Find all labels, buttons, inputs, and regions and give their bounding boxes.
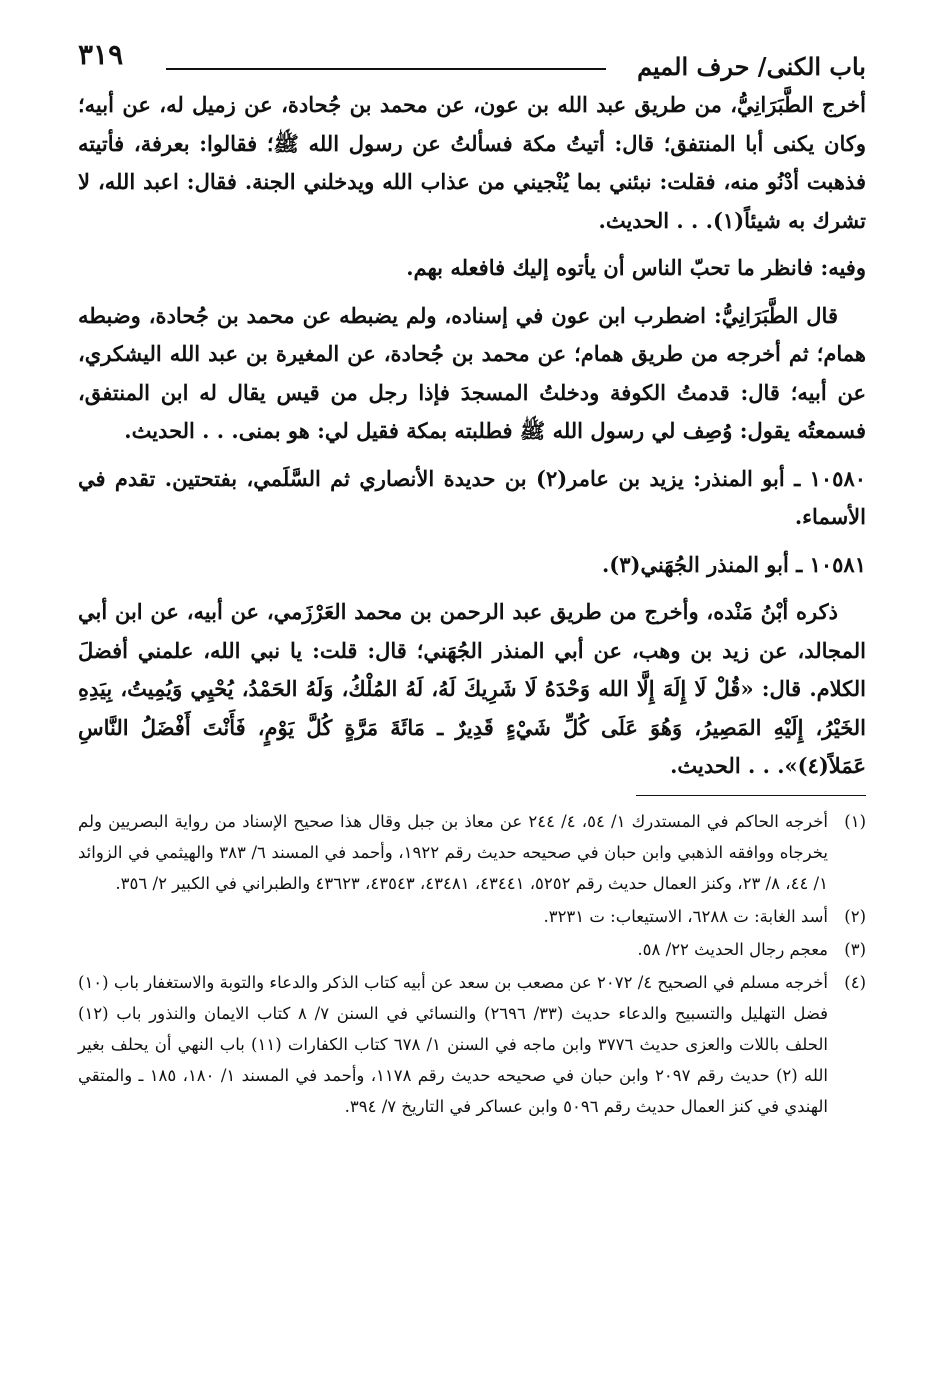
footnote-text: أسد الغابة: ت ٦٢٨٨، الاستيعاب: ت ٣٢٣١.: [543, 906, 828, 926]
page-number: ٣١٩: [78, 38, 124, 71]
footnote-marker: (٤): [844, 972, 866, 992]
paragraph-3: قال الطَّبَرَانِيُّ: اضطرب ابن عون في إسناده، ولم يضبطه عن محمد بن جُحادة، وضبطه همام؛ ثم أخرجه من طريق همام؛ عن محمد بن جُحادة، عن المغيرة بن عبد الله اليشكري، عن أبيه؛ قال: قدمتُ الكوفة ودخلتُ المسجدَ فإذا رجل من قيس يقال له ابن المنتفق، فسمعتُه يقول: وُصِف لي رسول الله ﷺ فطلبته بمكة فقيل لي: هو بمنى. . . الحديث.: [78, 302, 866, 443]
footnote-text: أخرجه الحاكم في المستدرك ١/ ٥٤، ٤/ ٢٤٤ عن معاذ بن جبل وقال هذا صحيح الإسناد من رواية البصريين ولم يخرجاه ووافقه الذهبي وابن حبان في صحيحه حديث رقم ١٩٢٢، وأحمد في المسند ٦/ ٣٨٣ والهيثمي في الزوائد ١/ ٤٤، ٨/ ٢٣، وكنز العمال حديث رقم ٥٢٥٢، ٤٣٤٤١، ٤٣٤٨١، ٤٣٥٤٣، ٤٣٦٢٣ والطبراني في الكبير ٢/ ٣٥٦.: [78, 811, 828, 893]
footnote-1: [78, 806, 866, 899]
footnotes: [78, 806, 866, 1122]
entry-number: ١٠٥٨٠ ـ: [794, 465, 867, 491]
header-rule: [166, 68, 606, 70]
footnote-marker: (١): [844, 811, 866, 831]
paragraph-4: ذكره أبْنُ مَنْده، وأخرج من طريق عبد الرحمن بن محمد العَرْزَمي، عن أبيه، عن ابن أبي المجالد، عن زيد بن وهب، عن أبي المنذر الجُهَني؛ قال: قلت: يا نبي الله، علمني أفضلَ الكلام. قال: «قُلْ لَا إِلَهَ إِلَّا الله وَحْدَهُ لَا شَرِيكَ لَهُ، لَهُ المُلْكُ، وَلَهُ الحَمْدُ، يُحْيِي وَيُمِيتُ، بِيَدِهِ الخَيْرُ، إِلَيْهِ المَصِيرُ، وَهُوَ عَلَى كُلِّ شَيْءٍ قَدِيرٌ ـ مَائَةَ مَرَّةٍ كُلَّ يَوْمٍ، فَأَنْتَ أَفْضَلُ النَّاسِ عَمَلاً(٤)». . . الحديث.: [78, 599, 867, 778]
entry-number: ١٠٥٨١ ـ: [796, 551, 866, 577]
main-text: [78, 86, 866, 786]
footnote-3: [78, 934, 866, 965]
page-header: [78, 34, 866, 86]
footnote-separator: [636, 795, 866, 796]
entry-text: أبو المنذر: يزيد بن عامر(٢) بن حديدة الأنصاري ثم السَّلَمي، بفتحتين. تقدم في الأسماء.: [78, 465, 866, 529]
entry-text: أبو المنذر الجُهَني(٣).: [602, 551, 789, 577]
entry-10581: [78, 546, 866, 585]
footnote-text: أخرجه مسلم في الصحيح ٤/ ٢٠٧٢ عن مصعب بن سعد عن أبيه كتاب الذكر والدعاء والتوبة والاستغفار باب (١٠) فضل التهليل والتسبيح والدعاء حديث (٣٣/ ٢٦٩٦) والنسائي في السنن ٧/ ٨ كتاب الايمان والنذور باب (١٢) الحلف باللات والعزى حديث ٣٧٧٦ وابن ماجه في السنن ١/ ٦٧٨ كتاب الكفارات (١١) باب النهي أن يحلف بغير الله (٢) حديث رقم ٢٠٩٧ وابن حبان في صحيحه حديث رقم ١١٧٨، وأحمد في المسند ١/ ١٨٠، ١٨٥ ـ والمتقي الهندي في كنز العمال حديث رقم ٥٠٩٦ وابن عساكر في التاريخ ٧/ ٣٩٤.: [78, 972, 829, 1116]
footnote-2: [78, 901, 866, 932]
footnote-marker: (٣): [844, 939, 866, 959]
footnote-text: معجم رجال الحديث ٢٢/ ٥٨.: [637, 939, 828, 959]
footnote-4: [78, 967, 866, 1122]
footnote-marker: (٢): [844, 906, 866, 926]
entry-10580: [78, 460, 866, 537]
paragraph-1: أخرج الطَّبَرَانِيُّ، من طريق عبد الله بن عون، عن محمد بن جُحادة، عن زميل له، عن أبيه؛ وكان يكنى أبا المنتفق؛ قال: أتيتُ مكة فسألتُ عن رسول الله ﷺ؛ فقالوا: بعرفة، فأتيته فذهبت أدْنُو منه، فقلت: نبئني بما يُنْجيني من عذاب الله ويدخلني الجنة. فقال: اعبد الله، لا تشرك به شيئاً(١). . . الحديث.: [78, 92, 866, 233]
paragraph-2: وفيه: فانظر ما تحبّ الناس أن يأتوه إليك فافعله بهم.: [406, 255, 866, 280]
running-title: باب الكنى/ حرف الميم: [637, 52, 866, 81]
